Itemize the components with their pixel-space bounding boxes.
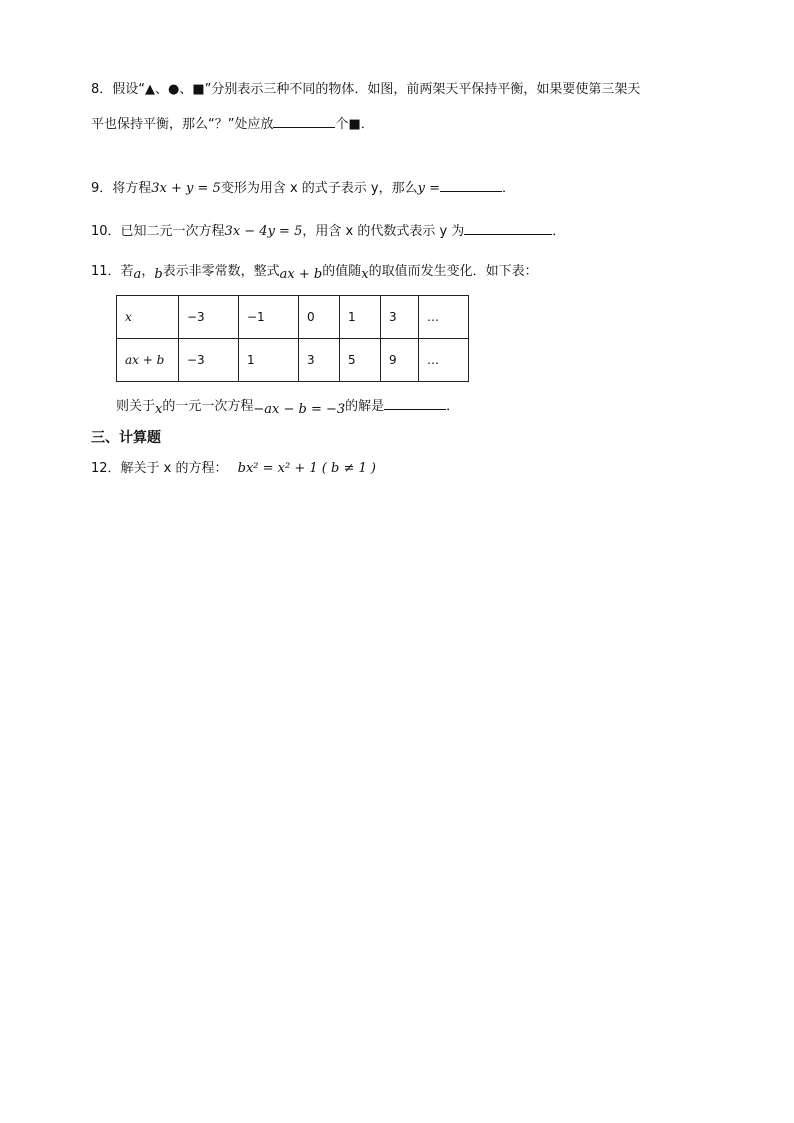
table-row bbox=[117, 339, 469, 382]
q11-value-table bbox=[116, 295, 469, 382]
q10-end: ． bbox=[552, 224, 566, 239]
q11-f1: 则关于 bbox=[116, 399, 156, 414]
q8-text-1: 8．假设“▲、●、■”分别表示三种不同的物体．如图，前两架天平保持平衡，如果要使第三架天 bbox=[91, 82, 641, 97]
q10-middle: ，用含 x 的代数式表示 y 为 bbox=[302, 224, 465, 239]
q9-prefix: 9．将方程 bbox=[91, 181, 152, 196]
table-cell: … bbox=[419, 339, 469, 382]
q12-prefix: 12．解关于 x 的方程： bbox=[91, 461, 228, 476]
q11-f-var-x: x bbox=[155, 402, 163, 417]
q9-line bbox=[91, 177, 515, 199]
table-cell: 1 bbox=[239, 339, 299, 382]
table-cell: x bbox=[117, 296, 179, 339]
q8-line-2 bbox=[91, 113, 374, 135]
table-cell: 3 bbox=[299, 339, 340, 382]
q11-f2: 的一元一次方程 bbox=[162, 399, 254, 414]
q12-line bbox=[91, 459, 376, 479]
q11-p3: 的值随 bbox=[322, 264, 362, 279]
q9-middle: 变形为用含 x 的式子表示 y，那么 bbox=[220, 181, 418, 196]
q10-line bbox=[91, 220, 565, 242]
table-row bbox=[117, 296, 469, 339]
q11-answer-blank[interactable] bbox=[384, 395, 446, 410]
q9-answer-blank[interactable] bbox=[440, 177, 502, 192]
q9-end: ． bbox=[502, 181, 516, 196]
q11-var-a: a bbox=[133, 267, 142, 282]
q11-f3: 的解是 bbox=[345, 399, 385, 414]
table-cell: −3 bbox=[179, 339, 239, 382]
q12-equation: bx² = x² + 1 ( b ≠ 1 ) bbox=[237, 461, 376, 476]
q8-text-2a: 平也保持平衡，那么“？”处应放 bbox=[91, 117, 274, 132]
q11-var-x: x bbox=[361, 267, 369, 282]
section-3-title: 三、计算题 bbox=[91, 430, 161, 446]
q11-f-equation: −ax − b = −3 bbox=[253, 402, 346, 417]
q11-var-b: b bbox=[154, 267, 163, 282]
q10-equation: 3x − 4y = 5 bbox=[224, 224, 303, 239]
table-cell: −1 bbox=[239, 296, 299, 339]
q8-text-2b: 个■． bbox=[335, 117, 374, 132]
table-cell: … bbox=[419, 296, 469, 339]
q10-prefix: 10．已知二元一次方程 bbox=[91, 224, 225, 239]
table-cell: 3 bbox=[381, 296, 419, 339]
q10-answer-blank[interactable] bbox=[464, 220, 552, 235]
q11-p1: 11．若 bbox=[91, 264, 134, 279]
table-cell: ax + b bbox=[117, 339, 179, 382]
q8-answer-blank[interactable] bbox=[273, 113, 335, 128]
q11-p4: 的取值而发生变化．如下表： bbox=[368, 264, 538, 279]
table-cell: 5 bbox=[340, 339, 381, 382]
q8-line-1 bbox=[91, 80, 640, 100]
q11-line bbox=[91, 262, 538, 282]
table-cell: 9 bbox=[381, 339, 419, 382]
table-cell: 0 bbox=[299, 296, 340, 339]
q11-expr: ax + b bbox=[279, 267, 323, 282]
q9-lhs: y = bbox=[417, 181, 440, 196]
q11-followup-line bbox=[116, 395, 459, 417]
q11-p2: 表示非零常数，整式 bbox=[162, 264, 280, 279]
q11-sep: ， bbox=[141, 264, 155, 279]
q11-f4: ． bbox=[446, 399, 460, 414]
table-cell: −3 bbox=[179, 296, 239, 339]
q9-equation: 3x + y = 5 bbox=[151, 181, 221, 196]
table-cell: 1 bbox=[340, 296, 381, 339]
